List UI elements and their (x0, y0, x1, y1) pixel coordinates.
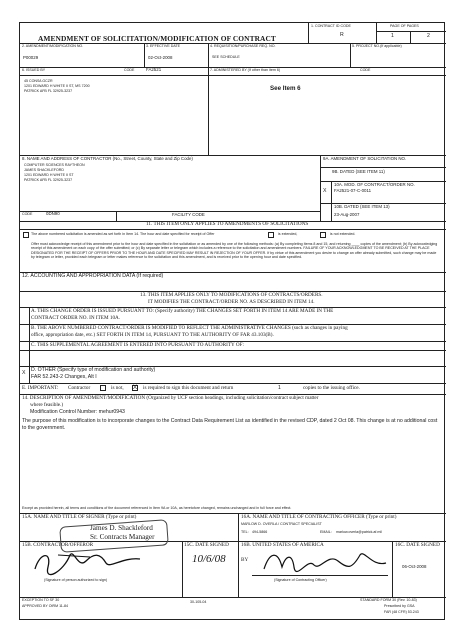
divider (208, 43, 209, 67)
effective-date-value: 02-Oct-2008 (148, 55, 173, 60)
contractor-line: JAMES SHACKLEFORD (24, 168, 64, 172)
email-label: EMAIL: (320, 530, 332, 534)
far-reference: FAR (48 CFR) 53.243 (384, 610, 419, 614)
officer-name-label: 16A. NAME AND TITLE OF CONTRACTING OFFICER (Type or print) (241, 514, 397, 520)
divider (20, 229, 446, 230)
issuer-line: PATRICK AFB FL 32925-3237 (24, 89, 73, 93)
divider (20, 211, 320, 212)
divider (29, 307, 30, 383)
divider (238, 513, 239, 597)
is-not-label: is not, (111, 385, 124, 391)
officer-signature (260, 547, 390, 577)
signer-title: Sr. Contracts Manager (90, 533, 155, 541)
divider (144, 43, 145, 67)
amend-no-label: 2. AMENDMENT/MODIFICATION NO. (22, 44, 84, 48)
amend-solicitation-label: 9A. AMENDMENT OF SOLICITATION NO. (323, 156, 407, 161)
divider (350, 43, 351, 67)
extended-label: is extended, (278, 232, 298, 236)
item11-paragraph: Offer must acknowledge receipt of this amendment prior to the hour and date specified in the solicitation or as amended by one of the following methods: (a) By completing Items 8 and 15, and returning ____ copies of the amendment; (b) By acknowledging receipt of this amendment on each copy of the offer submitted; or (c) By separate letter or telegram which includes a reference to the solicitation and amendment numbers. FAILURE OF YOUR ACKNOWLEDGMENT TO BE RECEIVED AT THE PLACE DESIGNATED FOR THE RECEIPT OF OFFERS PRIOR TO THE HOUR AND DATE SPECIFIED MAY RESULT IN REJECTION OF YOUR OFFER. If by virtue of this amendment you desire to change an offer already submitted, such change may be made by telegram or letter, provided each telegram or letter makes reference to the solicitation and this amendment, and is received prior to the opening hour and date specified. (31, 242, 438, 260)
divider (116, 211, 117, 221)
item12-label: 12. ACCOUNTING AND APPROPRIATION DATA (If required) (22, 273, 164, 279)
x-mark-13d: X (22, 370, 26, 376)
dated-9b-label: 9B. DATED (SEE ITEM 11) (332, 169, 385, 174)
extended-checkbox[interactable] (268, 232, 274, 238)
issued-code-value: FA2521 (146, 67, 162, 72)
contractor-label: 8. NAME AND ADDRESS OF CONTRACTOR (No., Street, County, State and Zip Code) (22, 156, 193, 161)
16c-date-label: 16C. DATE SIGNED (395, 542, 440, 548)
prescribed-by: Prescribed by GSA (384, 604, 415, 608)
mod-contract-value: FA2521-07-C-0011 (334, 188, 372, 193)
effective-date-label: 3. EFFECTIVE DATE (146, 44, 181, 48)
contractor-offeror-label: 15B. CONTRACTOR/OFFEROR (22, 542, 94, 548)
divider (20, 75, 446, 76)
not-extended-checkbox[interactable] (320, 232, 326, 238)
email-value: marlow.overla@patrick.af.mil (336, 530, 382, 534)
divider (376, 31, 446, 32)
item11-line1: The above numbered solicitation is amended as set forth in Item 14. The hour and date specified for receipt of Offer (31, 232, 215, 236)
contractor-line: 1201 EDWARD H WHITE II ST (24, 173, 74, 177)
divider (182, 541, 183, 597)
contract-code-label: 1. CONTRACT ID CODE (311, 24, 351, 28)
copies-tail: copies to the issuing office. (303, 385, 360, 391)
divider (320, 155, 321, 221)
divider (320, 167, 446, 168)
item13-heading2: IT MODIFIES THE CONTRACT/ORDER NO. AS DESCRIBED IN ITEM 14. (148, 299, 315, 305)
contract-code-value: R (340, 32, 344, 38)
divider (208, 67, 209, 155)
item13d-line1: D. OTHER (Specify type of modification and authority) (31, 367, 156, 373)
signer-name-label: 15A. NAME AND TITLE OF SIGNER (Type or print) (22, 514, 137, 520)
page-total: 2 (427, 33, 430, 39)
exception-note: EXCEPTION TO SF 30 (22, 598, 60, 602)
contractor-word: Contractor (68, 385, 91, 391)
requisition-value: SEE SCHEDULE (212, 55, 240, 59)
contractor-sig-caption: (Signature of person authorized to sign) (44, 578, 108, 582)
item13b-line2: office, appropriation date, etc.) SET FORTH IN ITEM 14, PURSUANT TO THE AUTHORITY OF FAR 43.103(B). (31, 332, 274, 338)
signature-line (252, 575, 388, 576)
divider (410, 31, 411, 43)
divider (376, 23, 377, 43)
divider (392, 541, 393, 597)
item13b-line1: B. THE ABOVE NUMBERED CONTRACT/ORDER IS MODIFIED TO REFLECT THE ADMINISTRATIVE CHANGES (such as changes in paying (31, 325, 348, 331)
tel-value: 494-5866 (252, 530, 268, 534)
issuer-line: 45 CONS/LGCZR (24, 79, 53, 83)
contractor-date-signed: 10/6/08 (192, 553, 226, 565)
not-extended-label: is not extended. (330, 232, 356, 236)
important-label: E. IMPORTANT: (22, 385, 59, 391)
modification-control: Modification Control Number: mehur0943 (30, 409, 125, 415)
administered-code-label: CODE (360, 68, 371, 72)
item11-checkbox[interactable] (23, 232, 29, 238)
issued-by-label: 6. ISSUED BY (22, 68, 46, 72)
sf30-form (19, 22, 445, 620)
officer-sig-caption: (Signature of Contracting Officer) (274, 578, 327, 582)
contractor-line: COMPUTER SCIENCES RAYTHEON (24, 163, 85, 167)
issued-code-label: CODE (124, 68, 135, 72)
contractor-line: PATRICK AFB FL 32925-3237 (24, 178, 73, 182)
approved-note: APPROVED BY OIRM 11-84 (22, 604, 69, 608)
mod-contract-label: 10A. MOD. OF CONTRACT/ORDER NO. (334, 182, 415, 187)
item13-heading1: 13. THIS ITEM APPLIES ONLY TO MODIFICATIONS OF CONTRACTS/ORDERS. (140, 292, 323, 298)
facility-code-label: FACILITY CODE (172, 212, 205, 217)
signer-name: James D. Shackleford (90, 524, 153, 532)
form-title: AMENDMENT OF SOLICITATION/MODIFICATION OF CONTRACT (38, 34, 276, 43)
form-number: 30-105-04 (190, 600, 207, 604)
item13a-line2: CONTRACT ORDER NO. IN ITEM 10A. (31, 315, 121, 321)
see-item-6: See Item 6 (270, 85, 301, 92)
15c-date-label: 15C. DATE SIGNED (184, 542, 229, 548)
x-mark-10a: X (323, 188, 327, 194)
page-of-pages-label: PAGE OF PAGES (390, 24, 419, 28)
is-required-label: is required to sign this document and return (143, 385, 234, 391)
administered-by-label: 7. ADMINISTERED BY (If other than item 6) (210, 68, 281, 72)
officer-date-value: 06-Oct-2008 (402, 564, 427, 569)
is-not-checkbox[interactable] (100, 385, 106, 391)
divider (20, 350, 446, 351)
item13c-line1: C. THIS SUPPLEMENTAL AGREEMENT IS ENTERED INTO PURSUANT TO AUTHORITY OF: (31, 342, 244, 348)
item14-label: 14. DESCRIPTION OF AMENDMENT/MODIFICATION (Organized by UCF section headings, including solicitation/contract subject matter (22, 395, 319, 401)
copies-count: 1 (278, 385, 281, 391)
contractor-code-value: 0DN90 (46, 211, 60, 216)
amend-no-value: P00029 (23, 55, 39, 60)
item13a-line1: A. THIS CHANGE ORDER IS ISSUED PURSUANT TO: (Specify authority) THE CHANGES SET FORTH IN ITEM 14 ARE MADE IN THE (31, 308, 334, 314)
item11-heading: 11. THIS ITEM ONLY APPLIES TO AMENDMENTS OF SOLICITATIONS (146, 221, 309, 227)
item14-body: The purpose of this modification is to incorporate changes to the Contract Data Requirement List as identified in the revised CDP, dated 2 Oct 08. This change is at no additional cost to the government. (22, 418, 438, 431)
officer-name: MARLOW D. OVERLA / CONTRACT SPECIALIST (241, 522, 322, 526)
contractor-code-label: CODE (22, 212, 33, 216)
item13d-line2: FAR 52.243-2 Changes, Alt I (31, 374, 97, 380)
dated-10b-label: 10B. DATED (SEE ITEM 13) (334, 204, 390, 209)
contractor-signature (30, 547, 145, 577)
requisition-label: 4. REQUISITION/PURCHASE REQ. NO. (210, 44, 276, 48)
standard-form: STANDARD FORM 30 (Rev. 10-83) (360, 598, 417, 602)
issuer-line: 1201 EDWARD H WHITE II ST, MS 7200 (24, 84, 90, 88)
tel-label: TEL: (241, 530, 249, 534)
is-required-x: X (132, 385, 137, 391)
page-number: 1 (391, 33, 394, 39)
item14-label2: where feasible.) (30, 402, 64, 408)
divider (308, 23, 309, 43)
project-no-label: 5. PROJECT NO.(If applicable) (352, 44, 402, 48)
dated-10b-value: 23-Aug-2007 (334, 212, 360, 217)
united-states-label: 16B. UNITED STATES OF AMERICA (241, 542, 324, 548)
by-label: BY (241, 557, 249, 563)
divider (331, 181, 332, 221)
terms-note: Except as provided herein, all terms and conditions of the document referenced in Item 9A or 10A, as heretofore changed, remains unchanged and in full force and effect. (22, 506, 292, 510)
divider (20, 383, 446, 384)
